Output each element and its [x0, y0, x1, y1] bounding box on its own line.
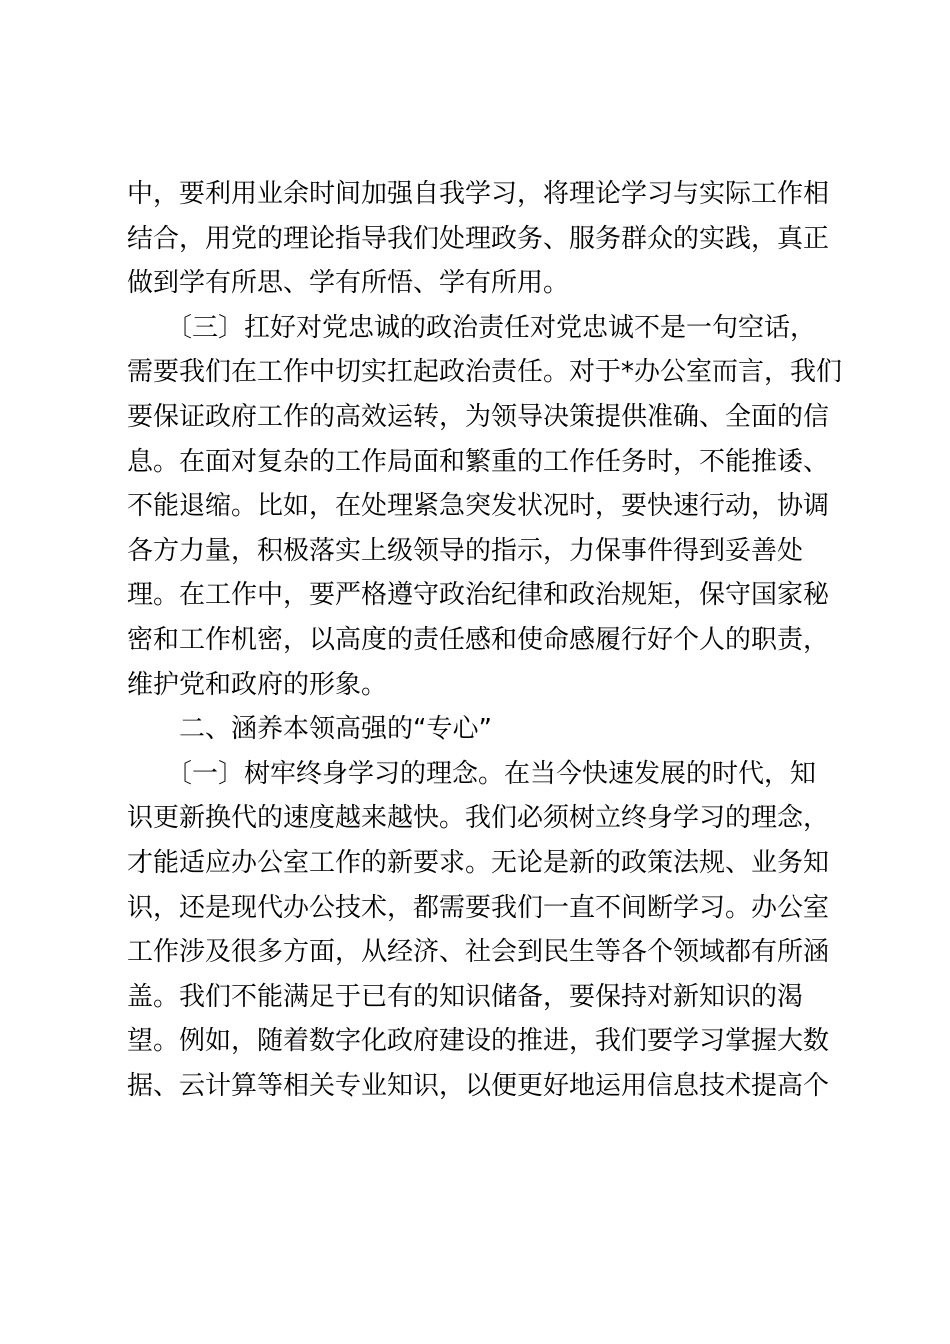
text-line: 据、云计算等相关专业知识，以便更好地运用信息技术提高个	[127, 1070, 830, 1101]
text-line: 各方力量，积极落实上级领导的指示，力保事件得到妥善处	[127, 535, 804, 566]
text-line: 做到学有所思、学有所悟、学有所用。	[127, 268, 570, 299]
text-line: 理。在工作中，要严格遵守政治纪律和政治规矩，保守国家秘	[127, 580, 830, 611]
text-line: 识，还是现代办公技术，都需要我们一直不间断学习。办公室	[127, 892, 830, 923]
section-heading-2: 二、涵养本领高强的“专心”	[127, 714, 492, 745]
text-line: 中，要利用业余时间加强自我学习，将理论学习与实际工作相	[127, 179, 830, 209]
text-line: 不能退缩。比如，在处理紧急突发状况时，要快速行动，协调	[127, 491, 830, 522]
text-line: 密和工作机密，以高度的责任感和使命感履行好个人的职责，	[127, 624, 830, 655]
section-heading-1: 〔一〕树牢终身学习的理念。在当今快速发展的时代，知	[127, 758, 817, 789]
text-line: 维护党和政府的形象。	[127, 669, 388, 700]
text-line: 结合，用党的理论指导我们处理政务、服务群众的实践，真正	[127, 223, 830, 254]
text-line: 盖。我们不能满足于已有的知识储备，要保持对新知识的渴	[127, 981, 804, 1012]
text-line: 工作涉及很多方面，从经济、社会到民生等各个领域都有所涵	[127, 937, 830, 968]
text-line: 望。例如，随着数字化政府建设的推进，我们要学习掌握大数	[127, 1026, 830, 1057]
text-line: 要保证政府工作的高效运转，为领导决策提供准确、全面的信	[127, 401, 830, 432]
text-line: 需要我们在工作中切实扛起政治责任。对于*办公室而言，我们	[127, 357, 843, 388]
text-line: 识更新换代的速度越来越快。我们必须树立终身学习的理念，	[127, 803, 830, 834]
text-line: 才能适应办公室工作的新要求。无论是新的政策法规、业务知	[127, 847, 830, 878]
text-line: 息。在面对复杂的工作局面和繁重的工作任务时，不能推诿、	[127, 446, 830, 477]
section-heading-3: 〔三〕扛好对党忠诚的政治责任对党忠诚不是一句空话，	[127, 312, 817, 343]
body-text	[127, 172, 843, 1108]
